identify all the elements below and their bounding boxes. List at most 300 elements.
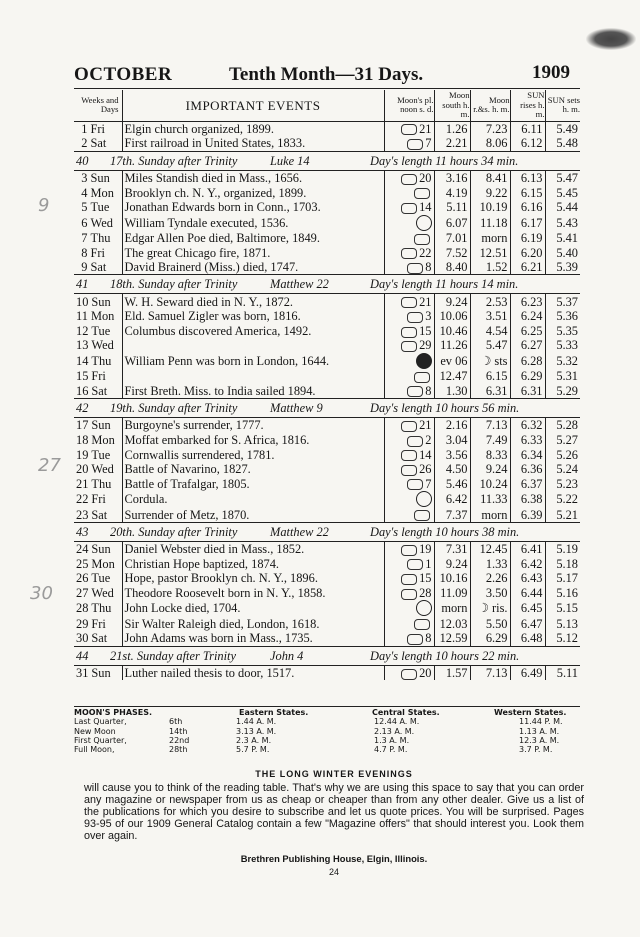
col-events: IMPORTANT EVENTS <box>122 90 384 121</box>
day-row <box>74 541 580 556</box>
moon-place-value: 21 <box>419 121 432 136</box>
zodiac-sign-icon <box>407 312 423 323</box>
day-number: 13 <box>76 338 89 353</box>
day-cell <box>74 294 122 309</box>
sun-set-cell: 5.48 <box>545 136 580 151</box>
day-row <box>74 121 580 136</box>
event-cell: Christian Hope baptized, 1874. <box>122 556 384 571</box>
day-row <box>74 586 580 601</box>
phase-row <box>74 727 580 736</box>
event-cell: Daniel Webster died in Mass., 1852. <box>122 541 384 556</box>
event-cell: Columbus discovered America, 1492. <box>122 324 384 339</box>
day-cell <box>74 245 122 260</box>
day-number: 7 <box>81 230 88 245</box>
event-cell: The great Chicago fire, 1871. <box>122 245 384 260</box>
day-cell <box>74 600 122 616</box>
sun-set-cell: 5.28 <box>556 418 578 433</box>
moon-place-cell <box>384 384 434 399</box>
moon-phases <box>74 708 580 754</box>
day-cell <box>74 170 122 185</box>
moon-rise-set-cell: 7.23 <box>470 121 510 136</box>
zodiac-sign-icon <box>401 421 417 432</box>
day-row <box>74 245 580 260</box>
moon-south-cell: 2.21 <box>434 136 470 151</box>
event-cell: Theodore Roosevelt born in N. Y., 1858. <box>122 586 384 601</box>
moon-rise-set-cell: 1.52 <box>470 260 510 275</box>
day-row <box>74 491 580 507</box>
day-row <box>74 616 580 631</box>
phase-western-time: 1.13 A. M. <box>519 726 560 736</box>
phase-date: 14th <box>169 726 188 736</box>
gospel-reading: Matthew 22 <box>270 524 329 539</box>
moon-place-cell <box>384 136 434 151</box>
moon-place-value: 15 <box>419 323 432 338</box>
phase-eastern-time: 1.44 A. M. <box>236 717 277 727</box>
day-number: 25 <box>76 556 89 571</box>
phase-eastern-time: 3.13 A. M. <box>236 726 277 736</box>
year: 1909 <box>532 62 570 83</box>
phase-name: Full Moon, <box>74 745 115 755</box>
moon-rise-set-cell: 12.51 <box>470 245 510 260</box>
moon-south-cell: 10.16 <box>434 571 470 586</box>
moon-place-cell <box>384 600 434 616</box>
day-cell <box>74 200 122 215</box>
sun-set-cell: 5.13 <box>556 616 578 631</box>
moon-place-cell <box>384 507 434 522</box>
phase-western-time: 3.7 P. M. <box>519 745 553 755</box>
event-cell: Miles Standish died in Mass., 1656. <box>122 170 384 185</box>
moon-place-value: 20 <box>419 665 432 680</box>
event-cell: Edgar Allen Poe died, Baltimore, 1849. <box>122 231 384 246</box>
sun-set-cell: 5.32 <box>556 353 578 368</box>
phase-central-time: 1.3 A. M. <box>374 735 410 745</box>
phase-western-time: 12.3 A. M. <box>519 735 560 745</box>
sunday-header-row <box>74 522 580 541</box>
sun-set-cell: 5.36 <box>556 309 578 324</box>
zodiac-sign-icon <box>407 263 423 274</box>
moon-place-value: 2 <box>425 433 432 448</box>
moon-rise-set-cell: 5.47 <box>470 338 510 353</box>
gospel-reading: Matthew 9 <box>270 401 323 416</box>
sunday-name: 19th. Sunday after Trinity <box>110 401 238 416</box>
sun-rise-cell: 6.20 <box>510 245 545 260</box>
margin-note: 30 <box>30 583 53 604</box>
sun-rise-cell: 6.17 <box>510 214 545 230</box>
moon-rise-set-cell: 2.26 <box>470 571 510 586</box>
moon-rise-set-cell: 6.29 <box>470 631 510 646</box>
day-length: Day's length 10 hours 38 min. <box>370 524 520 539</box>
sun-set-cell: 5.23 <box>556 476 578 491</box>
sun-rise-cell: 6.16 <box>510 200 545 215</box>
day-of-week: Fri <box>91 492 106 507</box>
sunday-header-cell <box>74 522 580 541</box>
gospel-reading: Matthew 22 <box>270 277 329 292</box>
moon-rise-set-cell: 11.33 <box>470 491 510 507</box>
day-number: 30 <box>76 631 89 646</box>
moon-place-value: 3 <box>425 309 432 324</box>
moon-rise-set-cell: 8.41 <box>470 170 510 185</box>
day-of-week: Mon <box>90 309 115 324</box>
moon-rise-set-cell: 7.13 <box>470 665 510 680</box>
day-cell <box>74 214 122 230</box>
zodiac-sign-icon <box>401 341 417 352</box>
day-of-week: Mon <box>91 556 115 571</box>
col-moon-pl: Moon's pl. noon s. d. <box>384 90 434 121</box>
page-number: 24 <box>328 866 339 877</box>
sun-rise-cell: 6.44 <box>510 586 545 601</box>
day-cell <box>74 369 122 384</box>
event-cell: Battle of Navarino, 1827. <box>122 462 384 477</box>
zodiac-sign-icon <box>407 559 423 570</box>
moon-place-value: 7 <box>425 476 432 491</box>
day-cell <box>74 384 122 399</box>
phase-eastern-time: 5.7 P. M. <box>236 745 270 755</box>
event-cell: Cordula. <box>122 491 384 507</box>
week-number: 42 <box>76 401 89 416</box>
zodiac-sign-icon <box>407 386 423 397</box>
day-number: 29 <box>76 616 89 631</box>
moon-place-cell <box>384 338 434 353</box>
sun-set-cell: 5.12 <box>545 631 580 646</box>
moon-rise-set-cell: 8.06 <box>470 136 510 151</box>
day-number: 21 <box>76 476 89 491</box>
day-cell <box>74 571 122 586</box>
moon-place-value: 19 <box>419 542 432 557</box>
sunday-name: 17th. Sunday after Trinity <box>110 153 238 168</box>
sun-rise-cell: 6.34 <box>510 447 545 462</box>
zodiac-sign-icon <box>401 669 417 680</box>
day-cell <box>74 447 122 462</box>
event-cell <box>122 338 384 353</box>
day-row <box>74 231 580 246</box>
phase-central-time: 12.44 A. M. <box>374 717 420 727</box>
sun-set-cell: 5.45 <box>556 185 578 200</box>
sun-rise-cell: 6.41 <box>510 541 545 556</box>
sun-set-cell: 5.24 <box>556 462 578 477</box>
sun-rise-cell: 6.19 <box>510 231 545 246</box>
day-number: 5 <box>81 200 88 215</box>
notice-title: THE LONG WINTER EVENINGS <box>255 769 413 779</box>
day-row <box>74 338 580 353</box>
phase-western-time: 11.44 P. M. <box>519 717 563 727</box>
moon-place-value: 26 <box>419 462 432 477</box>
sun-rise-cell: 6.27 <box>510 338 545 353</box>
column-header-row <box>74 90 580 121</box>
moon-place-cell <box>384 462 434 477</box>
phase-central-time: 2.13 A. M. <box>374 726 415 736</box>
calendar-table <box>74 90 580 680</box>
sun-set-cell: 5.18 <box>556 556 578 571</box>
day-cell <box>74 418 122 433</box>
sun-set-cell: 5.40 <box>556 245 578 260</box>
day-number: 10 <box>76 294 89 309</box>
moon-rise-set-cell: 3.50 <box>470 586 510 601</box>
day-cell <box>74 477 122 492</box>
sunday-header-cell <box>74 646 580 665</box>
event-cell: John Locke died, 1704. <box>122 600 384 616</box>
day-of-week: Fri <box>90 121 105 136</box>
day-number: 16 <box>76 383 89 398</box>
zodiac-sign-icon <box>401 248 417 259</box>
moon-south-cell: 3.16 <box>434 170 470 185</box>
moon-south-cell: 9.24 <box>434 556 470 571</box>
moon-south-cell: 12.59 <box>434 631 470 646</box>
sun-rise-cell: 6.33 <box>510 433 545 448</box>
sun-rise-cell: 6.32 <box>510 418 545 433</box>
moon-south-cell: 2.16 <box>434 418 470 433</box>
sunday-header-row <box>74 151 580 170</box>
zodiac-sign-icon <box>414 619 430 630</box>
day-number: 22 <box>76 492 89 507</box>
day-row <box>74 136 580 151</box>
phase-name: New Moon <box>74 726 116 736</box>
day-length: Day's length 11 hours 14 min. <box>370 277 519 292</box>
moon-rise-set-cell: morn <box>470 231 510 246</box>
moon-rise-set-cell: 1.33 <box>470 556 510 571</box>
day-row <box>74 418 580 433</box>
moon-rise-set-cell: 3.51 <box>470 309 510 324</box>
sunday-name: 21st. Sunday after Trinity <box>110 648 236 663</box>
zodiac-sign-icon <box>401 545 417 556</box>
moon-south-cell: 1.30 <box>434 384 470 399</box>
moon-place-value: 20 <box>419 170 432 185</box>
moon-south-cell: 4.19 <box>434 185 470 200</box>
event-cell: John Adams was born in Mass., 1735. <box>122 631 384 646</box>
phases-rule <box>74 706 580 707</box>
day-cell <box>74 462 122 477</box>
moon-place-cell <box>384 541 434 556</box>
sun-set-cell: 5.19 <box>556 542 578 557</box>
moon-place-cell <box>384 324 434 339</box>
phase-name: First Quarter, <box>74 735 127 745</box>
phases-central-header: Central States. <box>372 708 440 717</box>
moon-place-value: 15 <box>419 571 432 586</box>
day-cell <box>74 433 122 448</box>
week-number: 40 <box>76 153 89 168</box>
sun-set-cell: 5.37 <box>556 294 578 309</box>
day-cell <box>74 665 122 680</box>
col-sun-rises: SUN rises h. m. <box>510 90 545 121</box>
sun-rise-cell: 6.47 <box>510 616 545 631</box>
event-cell: David Brainerd (Miss.) died, 1747. <box>122 260 384 275</box>
col-sun-sets: SUN sets h. m. <box>545 90 580 121</box>
sun-set-cell: 5.15 <box>556 601 578 616</box>
day-of-week: Mon <box>91 433 115 448</box>
moon-rise-set-cell: 6.15 <box>470 369 510 384</box>
moon-rise-set-cell: morn <box>470 507 510 522</box>
moon-place-cell <box>384 369 434 384</box>
day-cell <box>74 260 122 275</box>
calendar-body <box>74 121 580 680</box>
moon-south-cell: 11.09 <box>434 586 470 601</box>
day-number: 12 <box>76 323 89 338</box>
day-length: Day's length 10 hours 22 min. <box>370 648 520 663</box>
sunday-header-row <box>74 399 580 418</box>
zodiac-sign-icon <box>407 436 423 447</box>
moon-place-cell <box>384 121 434 136</box>
day-number: 17 <box>76 418 89 433</box>
sun-rise-cell: 6.43 <box>510 571 545 586</box>
day-of-week: Sun <box>91 665 111 680</box>
day-of-week: Tue <box>91 447 111 462</box>
day-of-week: Tue <box>91 323 111 338</box>
header-rule <box>74 88 580 89</box>
sun-rise-cell: 6.21 <box>510 260 545 275</box>
moon-rise-set-cell: 10.24 <box>470 477 510 492</box>
day-cell <box>74 231 122 246</box>
day-cell <box>74 507 122 522</box>
day-row <box>74 324 580 339</box>
col-moon-south: Moon south h. m. <box>434 90 470 121</box>
day-row <box>74 309 580 324</box>
day-row <box>74 294 580 309</box>
zodiac-sign-icon <box>401 174 417 185</box>
moon-place-cell <box>384 260 434 275</box>
sun-rise-cell: 6.42 <box>510 556 545 571</box>
sunday-name: 20th. Sunday after Trinity <box>110 524 238 539</box>
sun-set-cell: 5.41 <box>556 230 578 245</box>
sunday-header-row <box>74 646 580 665</box>
moon-south-cell: 7.37 <box>434 507 470 522</box>
event-cell: Surrender of Metz, 1870. <box>122 507 384 522</box>
moon-south-cell: 5.46 <box>434 477 470 492</box>
day-length: Day's length 10 hours 56 min. <box>370 401 520 416</box>
day-of-week: Sat <box>90 136 107 151</box>
day-row <box>74 214 580 230</box>
moon-place-cell <box>384 185 434 200</box>
moon-place-cell <box>384 433 434 448</box>
moon-face-icon <box>416 215 432 231</box>
sun-rise-cell: 6.28 <box>510 353 545 369</box>
moon-rise-set-cell: 2.53 <box>470 294 510 309</box>
moon-place-value: 29 <box>419 338 432 353</box>
sunday-name: 18th. Sunday after Trinity <box>110 277 238 292</box>
day-row <box>74 600 580 616</box>
day-of-week: Fri <box>90 245 105 260</box>
moon-south-cell: 10.06 <box>434 309 470 324</box>
sun-rise-cell: 6.24 <box>510 309 545 324</box>
day-number: 3 <box>81 170 88 185</box>
day-cell <box>74 121 122 136</box>
ink-smudge <box>586 28 636 50</box>
gospel-reading: Luke 14 <box>270 153 310 168</box>
phase-name: Last Quarter, <box>74 717 127 727</box>
moon-place-cell <box>384 556 434 571</box>
col-moon-rs: Moon r.&s. h. m. <box>470 90 510 121</box>
moon-rise-set-cell: ☽ ris. <box>470 600 510 616</box>
day-cell <box>74 631 122 646</box>
moon-place-value: 8 <box>425 260 432 275</box>
phase-central-time: 4.7 P. M. <box>374 745 408 755</box>
zodiac-sign-icon <box>414 372 430 383</box>
zodiac-sign-icon <box>401 589 417 600</box>
moon-rise-set-cell: ☽ sts <box>470 353 510 369</box>
day-row <box>74 185 580 200</box>
day-of-week: Fri <box>91 369 106 384</box>
sun-set-cell: 5.26 <box>556 447 578 462</box>
sun-set-cell: 5.11 <box>556 665 578 680</box>
event-cell: Jonathan Edwards born in Conn., 1703. <box>122 200 384 215</box>
day-row <box>74 369 580 384</box>
day-row <box>74 447 580 462</box>
sun-set-cell: 5.44 <box>556 200 578 215</box>
winter-evenings-notice <box>84 768 584 878</box>
day-cell <box>74 586 122 601</box>
sunday-header-cell <box>74 151 580 170</box>
moon-place-cell <box>384 170 434 185</box>
moon-rise-set-cell: 4.54 <box>470 324 510 339</box>
moon-place-cell <box>384 418 434 433</box>
sun-rise-cell: 6.23 <box>510 294 545 309</box>
moon-place-cell <box>384 245 434 260</box>
day-cell <box>74 309 122 324</box>
day-number: 19 <box>76 447 89 462</box>
sun-set-cell: 5.16 <box>556 585 578 600</box>
moon-south-cell: 10.46 <box>434 324 470 339</box>
moon-south-cell: 12.03 <box>434 616 470 631</box>
month-subtitle: Tenth Month—31 Days. <box>229 64 424 85</box>
event-cell <box>122 369 384 384</box>
day-number: 11 <box>76 309 88 324</box>
day-number: 26 <box>76 571 89 586</box>
phases-label: MOON'S PHASES. <box>74 708 153 717</box>
day-number: 31 <box>76 665 89 680</box>
moon-place-value: 14 <box>419 447 432 462</box>
moon-place-value: 21 <box>419 418 432 433</box>
day-of-week: Wed <box>91 338 114 353</box>
week-number: 44 <box>76 648 89 663</box>
day-of-week: Wed <box>90 215 113 230</box>
sun-set-cell: 5.47 <box>556 170 578 185</box>
day-number: 8 <box>81 245 88 260</box>
day-of-week: Sun <box>91 418 111 433</box>
day-number: 14 <box>76 353 89 368</box>
day-number: 20 <box>76 462 89 477</box>
moon-south-cell: 7.31 <box>434 541 470 556</box>
moon-south-cell: 8.40 <box>434 260 470 275</box>
day-of-week: Tue <box>90 200 110 215</box>
notice-body: will cause you to think of the reading table. That's why we are using this space to say that you can order any magazine or newspaper from us as cheap or cheaper than from any other dealer. Give us a list of the publications for which you desire to subscribe and let us quote prices. You will be surprised. Pages 93-95 of our 1909 General Catalog contain a few "Magazine offers" that should interest you. Look them over again. <box>84 782 584 843</box>
phases-western-header: Western States. <box>494 708 567 717</box>
day-cell <box>74 556 122 571</box>
sunday-header-cell <box>74 399 580 418</box>
day-cell <box>74 324 122 339</box>
day-of-week: Sat <box>90 260 107 275</box>
day-number: 28 <box>76 601 89 616</box>
event-cell: Hope, pastor Brooklyn ch. N. Y., 1896. <box>122 571 384 586</box>
moon-face-icon <box>416 600 432 616</box>
day-cell <box>74 491 122 507</box>
day-of-week: Sun <box>91 542 111 557</box>
col-weeks: Weeks and Days <box>74 90 122 121</box>
moon-south-cell: 3.04 <box>434 433 470 448</box>
moon-south-cell: 9.24 <box>434 294 470 309</box>
week-number: 43 <box>76 524 89 539</box>
moon-south-cell: 7.01 <box>434 231 470 246</box>
sun-set-cell: 5.31 <box>556 369 578 384</box>
day-row <box>74 384 580 399</box>
sun-set-cell: 5.43 <box>556 215 578 230</box>
sunday-header-cell <box>74 275 580 294</box>
moon-rise-set-cell: 10.19 <box>470 200 510 215</box>
sun-rise-cell: 6.38 <box>510 491 545 507</box>
moon-south-cell: 5.11 <box>434 200 470 215</box>
moon-place-cell <box>384 491 434 507</box>
moon-rise-set-cell: 7.13 <box>470 418 510 433</box>
sun-rise-cell: 6.31 <box>510 384 545 399</box>
zodiac-sign-icon <box>401 297 417 308</box>
zodiac-sign-icon <box>401 465 417 476</box>
